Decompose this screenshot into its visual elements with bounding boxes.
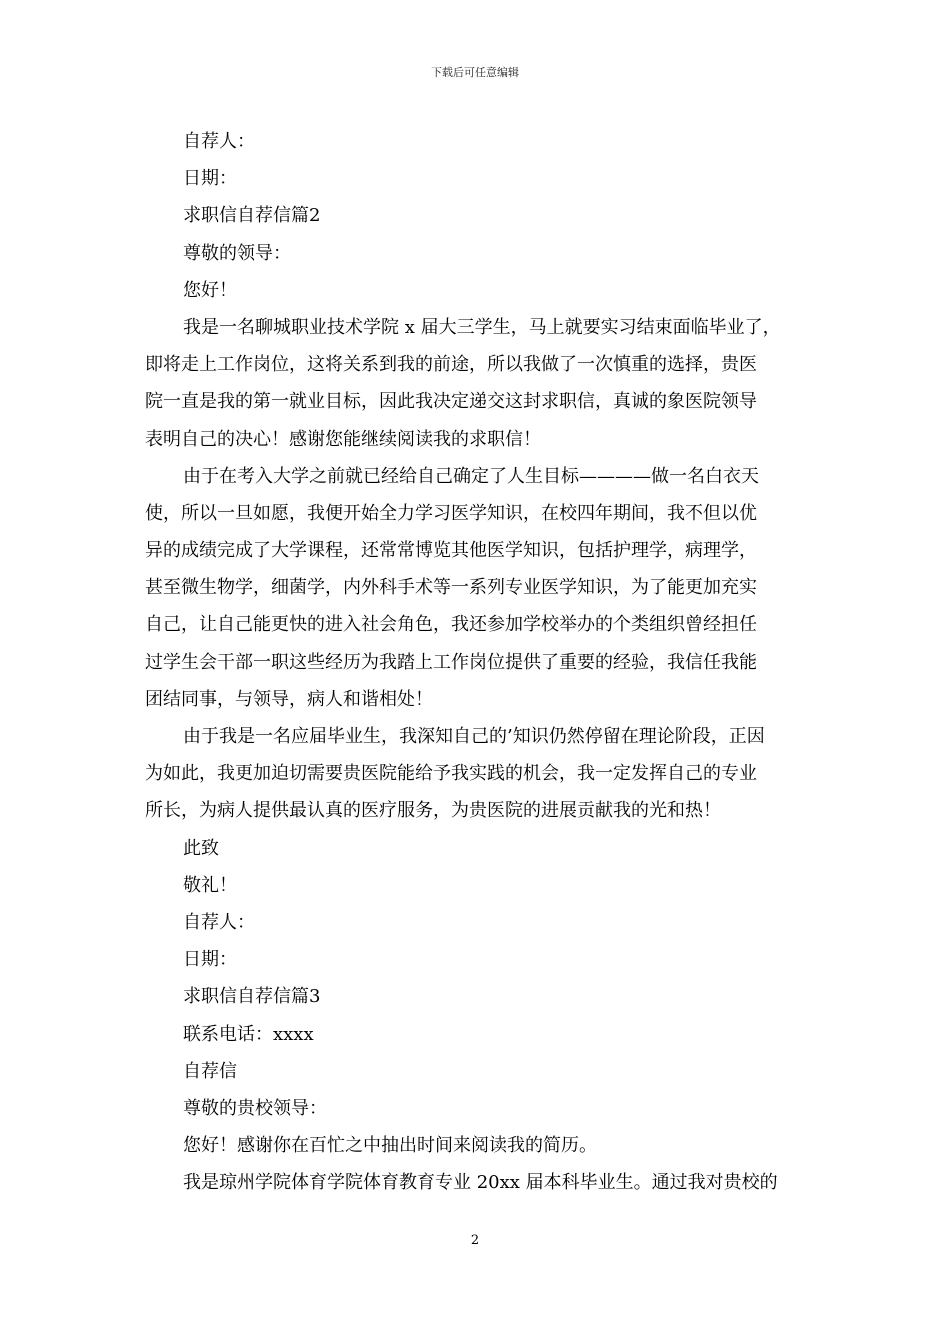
text-line: 所长，为病人提供最认真的医疗服务，为贵医院的进展贡献我的光和热！ — [145, 800, 721, 822]
text-line: 即将走上工作岗位，这将关系到我的前途，所以我做了一次慎重的选择，贵医 — [145, 354, 757, 376]
text-line: 自荐人： — [183, 131, 255, 152]
text-line: 尊敬的领导： — [183, 242, 291, 264]
text-line: 过学生会干部一职这些经历为我踏上工作岗位提供了重要的经验，我信任我能 — [145, 651, 757, 673]
text-line: 我是琼州学院体育学院体育教育专业 20xx 届本科毕业生。通过我对贵校的 — [183, 1172, 778, 1194]
page-number: 2 — [470, 1233, 480, 1248]
text-line: 求职信自荐信篇3 — [183, 986, 321, 1008]
text-line: 甚至微生物学，细菌学，内外科手术等一系列专业医学知识，为了能更加充实 — [145, 577, 757, 599]
text-line: 自荐人： — [183, 911, 255, 933]
text-line: 敬礼！ — [183, 874, 237, 896]
text-line: 院一直是我的第一就业目标，因此我决定递交这封求职信，真诚的象医院领导 — [145, 391, 757, 413]
text-line: 您好！ — [183, 279, 237, 301]
text-line: 表明自己的决心！感谢您能继续阅读我的求职信！ — [145, 428, 541, 450]
text-line: 团结同事，与领导，病人和谐相处！ — [145, 688, 433, 710]
text-line: 日期： — [183, 168, 237, 190]
text-line: 自荐信 — [183, 1060, 237, 1082]
text-line: 由于我是一名应届毕业生，我深知自己的’知识仍然停留在理论阶段，正因 — [183, 726, 765, 747]
text-line: 使，所以一旦如愿，我便开始全力学习医学知识，在校四年期间，我不但以优 — [145, 502, 757, 524]
text-line: 为如此，我更加迫切需要贵医院能给予我实践的机会，我一定发挥自己的专业 — [145, 763, 757, 785]
text-line: 异的成绩完成了大学课程，还常常博览其他医学知识，包括护理学，病理学， — [145, 540, 757, 562]
text-line: 自己，让自己能更快的进入社会角色，我还参加学校举办的个类组织曾经担任 — [145, 614, 757, 636]
text-line: 尊敬的贵校领导： — [183, 1097, 327, 1119]
text-line: 求职信自荐信篇2 — [183, 205, 321, 227]
text-line: 由于在考入大学之前就已经给自己确定了人生目标————做一名白衣天 — [183, 465, 759, 487]
text-line: 联系电话：xxxx — [183, 1023, 314, 1045]
text-line: 您好！感谢你在百忙之中抽出时间来阅读我的简历。 — [183, 1135, 597, 1157]
document-body — [145, 123, 817, 1201]
text-line: 我是一名聊城职业技术学院 x 届大三学生，马上就要实习结束面临毕业了， — [183, 316, 781, 338]
text-line: 日期： — [183, 949, 237, 971]
text-line: 此致 — [183, 837, 219, 859]
page-header-note: 下载后可任意编辑 — [431, 66, 519, 79]
